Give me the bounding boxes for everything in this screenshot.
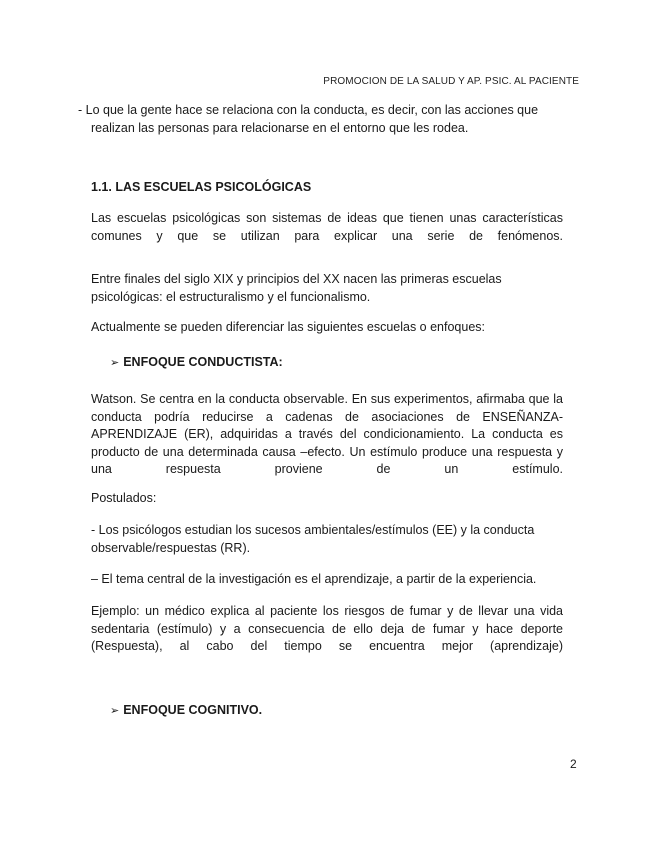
postulado-item: – El tema central de la investigación es el aprendizaje, a partir de la experiencia. bbox=[91, 572, 537, 586]
conductista-description: Watson. Se centra en la conducta observable. En sus experimentos, afirmaba que la conducta podría reducirse a cadenas de asociaciones de ENSEÑANZA-APRENDIZAJE (ER), adquiridas a través del condicionamiento. La conducta es producto de una determinada causa –efecto. Un estímulo produce una respuesta y una respuesta proviene de un estímulo. bbox=[91, 392, 563, 476]
page-number: 2 bbox=[570, 757, 577, 771]
paragraph-origins: Entre finales del siglo XIX y principios del XX nacen las primeras escuelas psicológicas: el estructuralismo y el funcionalismo. bbox=[91, 272, 502, 304]
enfoque-cognitivo-title: ENFOQUE COGNITIVO. bbox=[123, 703, 263, 717]
section-heading: 1.1. LAS ESCUELAS PSICOLÓGICAS bbox=[91, 180, 312, 194]
postulado-item: - Los psicólogos estudian los sucesos ambientales/estímulos (EE) y la conducta observable/respuestas (RR). bbox=[91, 523, 535, 555]
postulados-label: Postulados: bbox=[91, 491, 157, 505]
enfoque-conductista-title: ENFOQUE CONDUCTISTA: bbox=[123, 355, 283, 369]
paragraph-current-schools: Actualmente se pueden diferenciar las siguientes escuelas o enfoques: bbox=[91, 320, 486, 334]
intro-list-item: - Lo que la gente hace se relaciona con la conducta, es decir, con las acciones que realizan las personas para relacionarse en el entorno que les rodea. bbox=[78, 103, 539, 135]
running-header: PROMOCION DE LA SALUD Y AP. PSIC. AL PACIENTE bbox=[323, 76, 579, 87]
ejemplo-paragraph: Ejemplo: un médico explica al paciente los riesgos de fumar y de llevar una vida sedentaria (estímulo) y a consecuencia de ello deja de fumar y hace deporte (Respuesta), al cabo del tiempo se encuentra mejor (aprendizaje) bbox=[91, 604, 563, 653]
arrow-bullet-icon: ➢ bbox=[110, 356, 120, 369]
enfoque-conductista-heading bbox=[110, 355, 283, 369]
paragraph-definition: Las escuelas psicológicas son sistemas de ideas que tienen unas características comunes y que se utilizan para explicar una serie de fenómenos. bbox=[91, 211, 563, 243]
arrow-bullet-icon: ➢ bbox=[110, 704, 120, 717]
enfoque-cognitivo-heading bbox=[110, 703, 262, 717]
